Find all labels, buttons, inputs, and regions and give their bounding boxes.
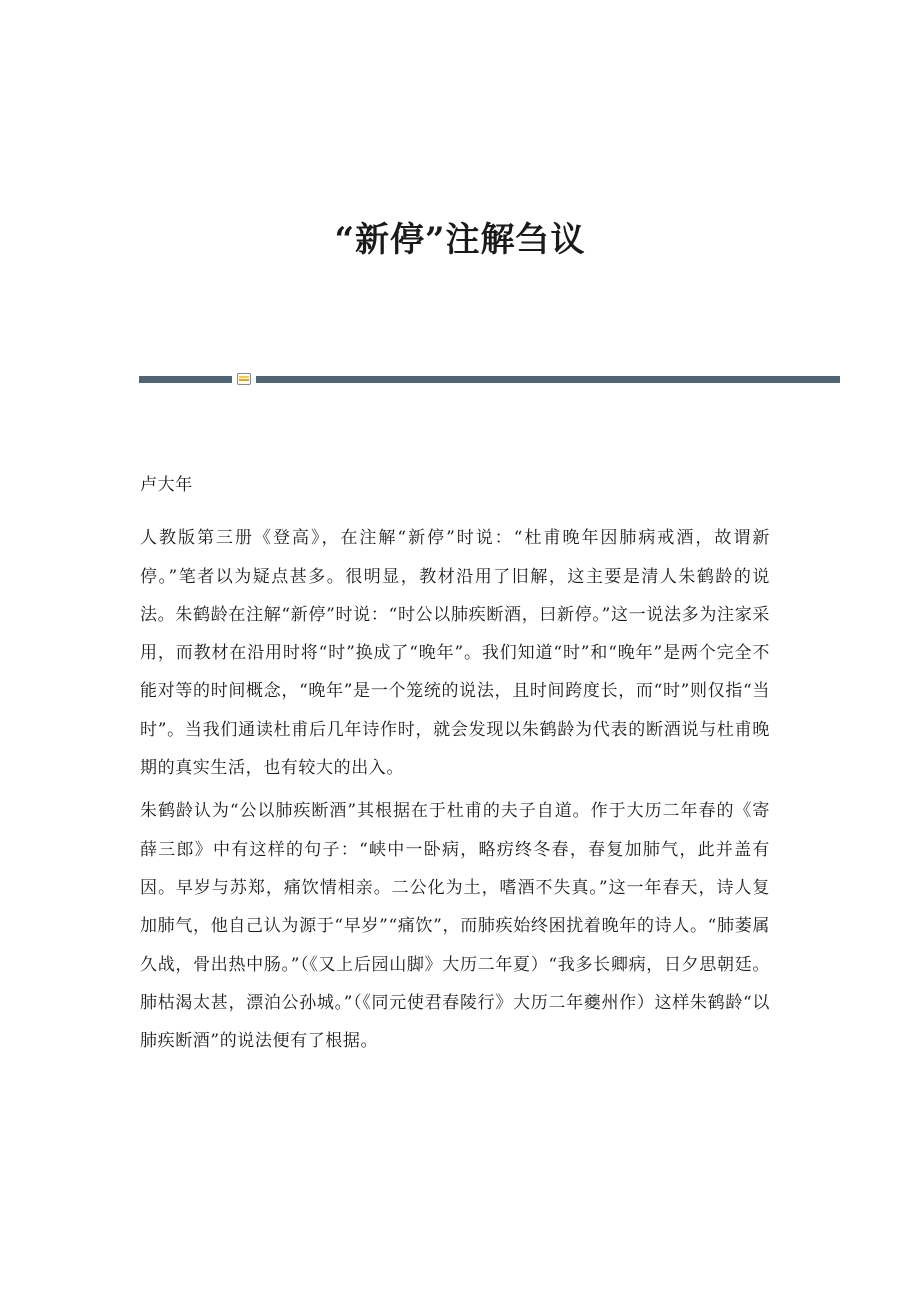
divider-emblem-icon [237,373,251,385]
body-paragraph-1: 人教版第三册《登高》，在注解“新停”时说：“杜甫晚年因肺病戒酒，故谓新停。”笔者以为疑点甚多。很明显，教材沿用了旧解，这主要是清人朱鹤龄的说法。朱鹤龄在注解“新停”时说：“时公以肺疾断酒，曰新停。”这一说法多为注家采用，而教材在沿用时将“时”换成了“晚年”。我们知道“时”和“晚年”是两个完全不能对等的时间概念，“晚年”是一个笼统的说法，且时间跨度长，而“时”则仅指“当时”。当我们通读杜甫后几年诗作时，就会发现以朱鹤龄为代表的断酒说与杜甫晚期的真实生活，也有较大的出入。 [140,528,770,779]
document-body [140,466,770,1065]
author-name: 卢大年 [140,475,193,495]
body-paragraph-2: 朱鹤龄认为“公以肺疾断酒”其根据在于杜甫的夫子自道。作于大历二年春的《寄薛三郎》中有这样的句子：“峡中一卧病，略疠终冬春，春复加肺气，此并盖有因。早岁与苏郑，痛饮情相亲。二公化为土，嗜酒不失真。”这一年春天，诗人复加肺气，他自己认为源于“早岁”“痛饮”，而肺疾始终困扰着晚年的诗人。“肺萎属久战，骨出热中肠。”（《又上后园山脚》大历二年夏）“我多长卿病，日夕思朝廷。肺枯渴太甚，漂泊公孙城。”（《同元使君春陵行》大历二年夔州作）这样朱鹤龄“以肺疾断酒”的说法便有了根据。 [140,801,770,1052]
title-divider [139,373,840,385]
document-title: “新停”注解刍议 [334,220,586,260]
divider-bar-left [139,376,232,383]
divider-bar-right [256,376,840,383]
